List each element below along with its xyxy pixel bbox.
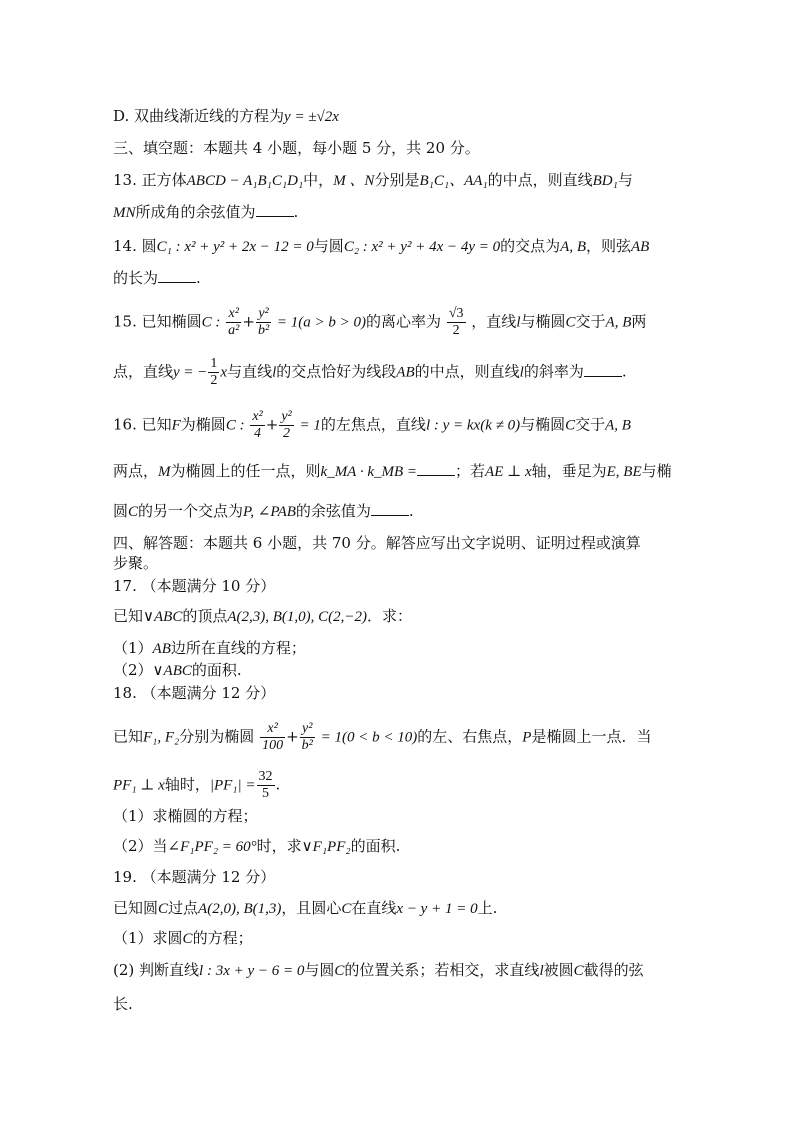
- question-18-line-2: PF₁ ⊥ x轴时，|PF₁| = $\frac{32}{5}$ .: [113, 769, 281, 801]
- section-4-heading: 四、解答题：本题共 6 小题，共 70 分。解答应写出文字说明、证明过程或演算: [113, 534, 641, 552]
- question-16-line-2: 两点，M为椭圆上的任一点，则k_MA · k_MB = ；若AE ⊥ x轴，垂足为E, BE与椭: [113, 462, 672, 480]
- question-18-title: 18. （本题满分 12 分）: [113, 684, 276, 702]
- question-16-line-3: 圆C的另一个交点为P, ∠PAB的余弦值为 .: [113, 502, 414, 520]
- fraction-1-2: $\frac{1}{2}$: [210, 356, 218, 388]
- question-17-title: 17. （本题满分 10 分）: [113, 577, 276, 595]
- answer-blank: [256, 202, 294, 217]
- fraction-y2-2: $\frac{\text{y²}}{2}$: [281, 409, 292, 441]
- option-d: D. 双曲线渐近线的方程为y = ±√2x: [113, 107, 339, 125]
- question-17-part-2: （2）∨ABC的面积.: [113, 661, 242, 679]
- question-15-line-2: 点，直线y = − $\frac{1}{2}$ x与直线l的交点恰好为线段AB的中点，则直线l的斜率为 .: [113, 356, 627, 388]
- question-18-part-2: （2）当∠F₁PF₂ = 60°时，求∨F₁PF₂的面积.: [113, 837, 401, 855]
- question-16: 16. 已知F为椭圆C : $\frac{\text{x²}}{4}$ + $\frac{\text{y²}}{2}$ = 1的左焦点，直线l : y = kx(k ≠ 0)与椭圆C交于A, B: [113, 409, 631, 441]
- fraction-y2-b2-18: $\frac{\text{y²}}{\text{b²}}$: [301, 721, 313, 753]
- answer-blank: [371, 501, 409, 516]
- question-14-line-2: 的长为 .: [113, 269, 201, 287]
- question-19-title: 19. （本题满分 12 分）: [113, 868, 276, 886]
- section-4-heading-2: 步聚。: [113, 554, 159, 572]
- answer-blank: [417, 461, 455, 476]
- section-3-heading: 三、填空题：本题共 4 小题，每小题 5 分，共 20 分。: [113, 139, 480, 157]
- answer-blank: [158, 268, 196, 283]
- question-15: 15. 已知椭圆C : $\frac{\text{x²}}{\text{a²}}$ + $\frac{\text{y²}}{\text{b²}}$ = 1(a > b > 0)的离心率为 $\frac{√3}{2}$ ，直线l与椭圆C交于A, B两: [113, 306, 647, 338]
- question-19-part-2: (2) 判断直线l : 3x + y − 6 = 0与圆C的位置关系；若相交，求直线l被圆C截得的弦: [113, 961, 644, 979]
- question-17: 已知∨ABC的顶点A(2,3), B(1,0), C(2,−2)．求：: [113, 607, 413, 625]
- asymptote-equation: y = ±√2x: [284, 109, 339, 125]
- question-13: 13. 正方体ABCD − A₁B₁C₁D₁中，M 、N分别是B₁C₁、AA₁的中点，则直线BD₁与: [113, 171, 633, 189]
- fraction-x2-100: $\frac{\text{x²}}{100}$: [262, 721, 284, 753]
- question-13-line-2: MN所成角的余弦值为 .: [113, 203, 299, 221]
- fraction-x2-4: $\frac{\text{x²}}{4}$: [252, 409, 263, 441]
- fraction-sqrt3-2: $\frac{√3}{2}$: [448, 306, 464, 338]
- question-18: 已知F₁, F₂分别为椭圆 $\frac{\text{x²}}{100}$ + $\frac{\text{y²}}{\text{b²}}$ = 1(0 < b < 10)的左、右焦点，P是椭圆上一点．当: [113, 721, 652, 753]
- question-18-part-1: （1）求椭圆的方程；: [113, 807, 258, 825]
- question-14: 14. 圆C₁ : x² + y² + 2x − 12 = 0与圆C₂ : x² + y² + 4x − 4y = 0的交点为A, B，则弦AB: [113, 237, 650, 255]
- answer-blank: [584, 362, 622, 377]
- question-17-part-1: （1）AB边所在直线的方程；: [113, 639, 306, 657]
- fraction-y2-b2: $\frac{\text{y²}}{\text{b²}}$: [257, 306, 270, 338]
- fraction-32-5: $\frac{32}{5}$: [258, 769, 273, 801]
- question-19-line-2: 长.: [113, 995, 133, 1013]
- question-19-part-1: （1）求圆C的方程；: [113, 929, 253, 947]
- fraction-x2-a2: $\frac{\text{x²}}{\text{a²}}$: [228, 306, 240, 338]
- question-19: 已知圆C过点A(2,0), B(1,3)，且圆心C在直线x − y + 1 = 0上.: [113, 899, 498, 917]
